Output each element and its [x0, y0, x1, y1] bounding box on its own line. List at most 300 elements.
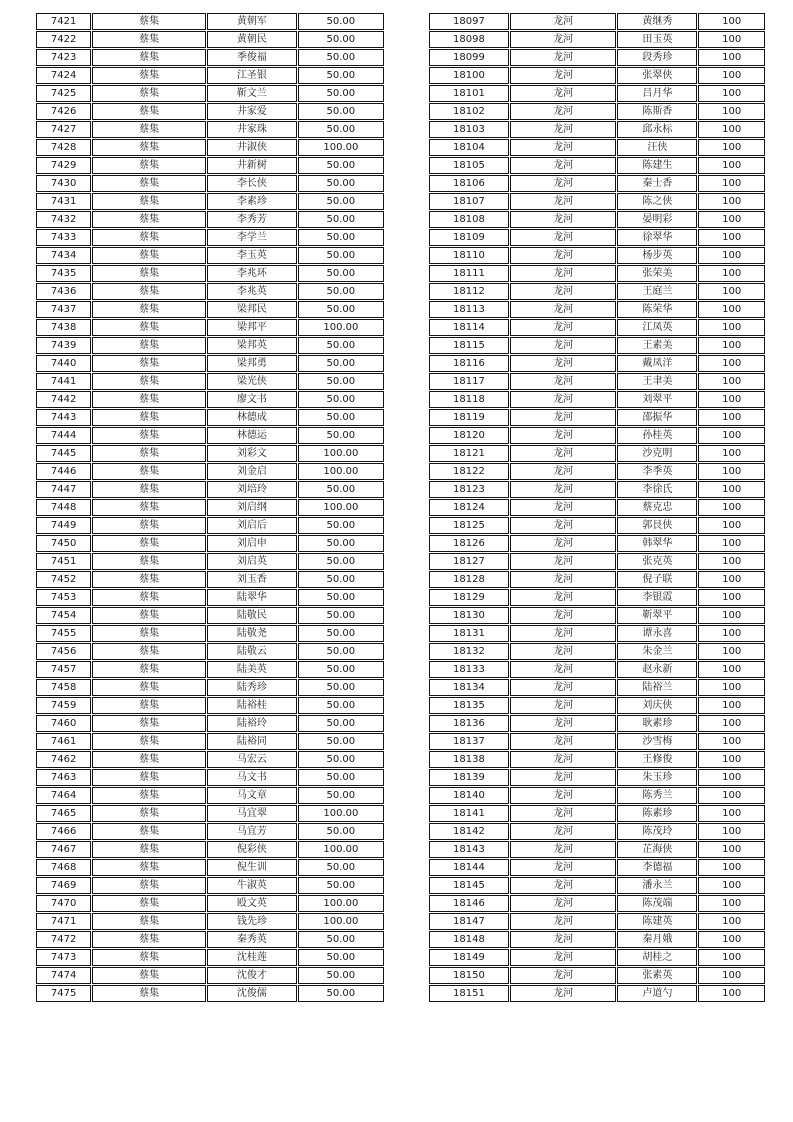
cell-region: 蔡集 — [92, 283, 206, 300]
cell-region: 龙河 — [510, 157, 617, 174]
cell-region: 龙河 — [510, 787, 617, 804]
cell-name: 杨步英 — [617, 247, 697, 264]
table-row — [429, 103, 765, 120]
cell-id: 18144 — [429, 859, 509, 876]
cell-id: 7461 — [36, 733, 91, 750]
cell-id: 18118 — [429, 391, 509, 408]
cell-amount: 100 — [698, 175, 765, 192]
cell-amount: 100 — [698, 625, 765, 642]
cell-region: 蔡集 — [92, 391, 206, 408]
roster-table-right-body — [429, 13, 765, 1002]
cell-region: 蔡集 — [92, 859, 206, 876]
cell-region: 蔡集 — [92, 13, 206, 30]
cell-id: 18109 — [429, 229, 509, 246]
cell-amount: 100.00 — [298, 805, 384, 822]
cell-amount: 100.00 — [298, 319, 384, 336]
cell-amount: 100 — [698, 913, 765, 930]
cell-name: 刘彩文 — [207, 445, 297, 462]
cell-name: 黄继秀 — [617, 13, 697, 30]
cell-id: 18127 — [429, 553, 509, 570]
cell-id: 7435 — [36, 265, 91, 282]
cell-name: 王修俊 — [617, 751, 697, 768]
table-row — [36, 319, 384, 336]
cell-id: 7453 — [36, 589, 91, 606]
cell-amount: 50.00 — [298, 121, 384, 138]
cell-name: 靳翠平 — [617, 607, 697, 624]
table-row — [36, 409, 384, 426]
cell-name: 马宏云 — [207, 751, 297, 768]
cell-region: 蔡集 — [92, 895, 206, 912]
cell-id: 18126 — [429, 535, 509, 552]
table-row — [429, 805, 765, 822]
cell-region: 蔡集 — [92, 607, 206, 624]
table-row — [36, 949, 384, 966]
cell-amount: 100 — [698, 661, 765, 678]
cell-name: 陈素珍 — [617, 805, 697, 822]
cell-region: 龙河 — [510, 31, 617, 48]
cell-region: 蔡集 — [92, 571, 206, 588]
cell-name: 陆裕玲 — [207, 715, 297, 732]
cell-region: 蔡集 — [92, 643, 206, 660]
cell-region: 蔡集 — [92, 157, 206, 174]
cell-id: 7443 — [36, 409, 91, 426]
cell-amount: 50.00 — [298, 193, 384, 210]
cell-amount: 100 — [698, 373, 765, 390]
table-row — [36, 769, 384, 786]
cell-name: 林德运 — [207, 427, 297, 444]
table-row — [36, 733, 384, 750]
cell-name: 陈之侠 — [617, 193, 697, 210]
cell-name: 李德福 — [617, 859, 697, 876]
table-row — [36, 283, 384, 300]
cell-name: 李素珍 — [207, 193, 297, 210]
cell-name: 马文书 — [207, 769, 297, 786]
cell-amount: 100 — [698, 427, 765, 444]
cell-amount: 50.00 — [298, 877, 384, 894]
cell-id: 18133 — [429, 661, 509, 678]
cell-id: 18145 — [429, 877, 509, 894]
cell-name: 潘永兰 — [617, 877, 697, 894]
cell-id: 18100 — [429, 67, 509, 84]
cell-region: 蔡集 — [92, 301, 206, 318]
cell-amount: 100 — [698, 319, 765, 336]
cell-id: 7451 — [36, 553, 91, 570]
cell-id: 18105 — [429, 157, 509, 174]
cell-amount: 50.00 — [298, 67, 384, 84]
cell-region: 蔡集 — [92, 67, 206, 84]
cell-region: 蔡集 — [92, 211, 206, 228]
table-row — [429, 391, 765, 408]
cell-amount: 100 — [698, 589, 765, 606]
cell-id: 7431 — [36, 193, 91, 210]
table-row — [429, 85, 765, 102]
cell-id: 7466 — [36, 823, 91, 840]
cell-name: 李兆英 — [207, 283, 297, 300]
cell-region: 蔡集 — [92, 85, 206, 102]
cell-region: 龙河 — [510, 571, 617, 588]
cell-region: 龙河 — [510, 949, 617, 966]
cell-amount: 100 — [698, 931, 765, 948]
cell-amount: 50.00 — [298, 283, 384, 300]
cell-id: 7440 — [36, 355, 91, 372]
table-row — [429, 607, 765, 624]
cell-name: 邵振华 — [617, 409, 697, 426]
cell-name: 倪彩侠 — [207, 841, 297, 858]
cell-amount: 50.00 — [298, 103, 384, 120]
cell-id: 7434 — [36, 247, 91, 264]
cell-name: 秦月娥 — [617, 931, 697, 948]
cell-id: 7437 — [36, 301, 91, 318]
table-row — [429, 877, 765, 894]
cell-name: 陆敬尧 — [207, 625, 297, 642]
cell-amount: 50.00 — [298, 787, 384, 804]
cell-id: 7433 — [36, 229, 91, 246]
cell-region: 龙河 — [510, 193, 617, 210]
cell-region: 龙河 — [510, 301, 617, 318]
cell-id: 7456 — [36, 643, 91, 660]
cell-amount: 100 — [698, 571, 765, 588]
cell-name: 黄朝军 — [207, 13, 297, 30]
table-row — [36, 67, 384, 84]
cell-id: 18131 — [429, 625, 509, 642]
cell-amount: 100 — [698, 895, 765, 912]
roster-table-left-body — [36, 13, 384, 1002]
cell-id: 7464 — [36, 787, 91, 804]
table-row — [36, 157, 384, 174]
table-row — [429, 265, 765, 282]
cell-name: 井新树 — [207, 157, 297, 174]
table-row — [429, 499, 765, 516]
cell-id: 18138 — [429, 751, 509, 768]
cell-name: 江圣银 — [207, 67, 297, 84]
table-row — [36, 859, 384, 876]
cell-amount: 100 — [698, 805, 765, 822]
cell-amount: 100 — [698, 355, 765, 372]
table-row — [36, 607, 384, 624]
cell-name: 沈桂莲 — [207, 949, 297, 966]
cell-name: 芷海侠 — [617, 841, 697, 858]
cell-id: 18140 — [429, 787, 509, 804]
cell-amount: 50.00 — [298, 949, 384, 966]
table-row — [429, 589, 765, 606]
table-row — [429, 823, 765, 840]
cell-amount: 50.00 — [298, 967, 384, 984]
cell-name: 李长侠 — [207, 175, 297, 192]
cell-amount: 100.00 — [298, 895, 384, 912]
cell-region: 龙河 — [510, 517, 617, 534]
cell-region: 龙河 — [510, 751, 617, 768]
cell-name: 陆敬云 — [207, 643, 297, 660]
table-row — [429, 193, 765, 210]
cell-name: 牛淑英 — [207, 877, 297, 894]
cell-region: 龙河 — [510, 229, 617, 246]
cell-name: 陆裕桂 — [207, 697, 297, 714]
table-row — [36, 121, 384, 138]
cell-name: 刘金启 — [207, 463, 297, 480]
cell-id: 18141 — [429, 805, 509, 822]
table-row — [429, 283, 765, 300]
cell-id: 7424 — [36, 67, 91, 84]
cell-name: 刘翠平 — [617, 391, 697, 408]
cell-region: 龙河 — [510, 877, 617, 894]
cell-id: 18135 — [429, 697, 509, 714]
cell-name: 段秀珍 — [617, 49, 697, 66]
cell-region: 蔡集 — [92, 787, 206, 804]
cell-amount: 50.00 — [298, 409, 384, 426]
cell-amount: 100 — [698, 283, 765, 300]
cell-name: 汪侠 — [617, 139, 697, 156]
cell-id: 18123 — [429, 481, 509, 498]
table-row — [36, 535, 384, 552]
cell-id: 18106 — [429, 175, 509, 192]
cell-region: 龙河 — [510, 823, 617, 840]
cell-id: 18120 — [429, 427, 509, 444]
cell-amount: 50.00 — [298, 427, 384, 444]
cell-id: 18113 — [429, 301, 509, 318]
table-row — [36, 913, 384, 930]
cell-region: 蔡集 — [92, 967, 206, 984]
cell-id: 7463 — [36, 769, 91, 786]
cell-id: 18122 — [429, 463, 509, 480]
table-row — [429, 769, 765, 786]
cell-name: 李学兰 — [207, 229, 297, 246]
cell-name: 陆敬民 — [207, 607, 297, 624]
cell-region: 蔡集 — [92, 373, 206, 390]
cell-amount: 50.00 — [298, 229, 384, 246]
cell-amount: 100 — [698, 31, 765, 48]
cell-id: 18151 — [429, 985, 509, 1002]
cell-amount: 100 — [698, 823, 765, 840]
cell-amount: 50.00 — [298, 697, 384, 714]
cell-name: 倪生训 — [207, 859, 297, 876]
table-row — [429, 751, 765, 768]
table-row — [429, 121, 765, 138]
cell-region: 蔡集 — [92, 535, 206, 552]
roster-table-right — [428, 12, 766, 1003]
cell-amount: 100 — [698, 121, 765, 138]
table-row — [429, 247, 765, 264]
cell-region: 蔡集 — [92, 769, 206, 786]
table-row — [429, 517, 765, 534]
cell-amount: 50.00 — [298, 517, 384, 534]
cell-region: 龙河 — [510, 679, 617, 696]
cell-id: 7472 — [36, 931, 91, 948]
cell-amount: 100 — [698, 481, 765, 498]
cell-id: 7454 — [36, 607, 91, 624]
cell-amount: 100 — [698, 859, 765, 876]
cell-id: 18119 — [429, 409, 509, 426]
cell-region: 龙河 — [510, 733, 617, 750]
table-row — [36, 625, 384, 642]
cell-region: 龙河 — [510, 769, 617, 786]
cell-region: 蔡集 — [92, 31, 206, 48]
cell-id: 7467 — [36, 841, 91, 858]
cell-amount: 100 — [698, 157, 765, 174]
cell-region: 龙河 — [510, 427, 617, 444]
cell-amount: 50.00 — [298, 247, 384, 264]
cell-amount: 100 — [698, 679, 765, 696]
cell-id: 7432 — [36, 211, 91, 228]
cell-amount: 100 — [698, 85, 765, 102]
cell-name: 倪子联 — [617, 571, 697, 588]
cell-name: 徐翠华 — [617, 229, 697, 246]
cell-amount: 50.00 — [298, 607, 384, 624]
table-row — [36, 85, 384, 102]
cell-name: 陆翠华 — [207, 589, 297, 606]
table-row — [36, 787, 384, 804]
cell-amount: 50.00 — [298, 679, 384, 696]
table-row — [429, 787, 765, 804]
table-row — [36, 355, 384, 372]
table-row — [36, 895, 384, 912]
cell-name: 吕月华 — [617, 85, 697, 102]
cell-region: 龙河 — [510, 481, 617, 498]
cell-name: 王聿美 — [617, 373, 697, 390]
cell-name: 胡桂之 — [617, 949, 697, 966]
table-row — [36, 391, 384, 408]
cell-amount: 100.00 — [298, 139, 384, 156]
table-row — [36, 481, 384, 498]
table-row — [429, 355, 765, 372]
cell-id: 18099 — [429, 49, 509, 66]
cell-region: 龙河 — [510, 715, 617, 732]
table-row — [429, 13, 765, 30]
cell-name: 季俊福 — [207, 49, 297, 66]
cell-id: 7447 — [36, 481, 91, 498]
cell-region: 蔡集 — [92, 841, 206, 858]
cell-region: 蔡集 — [92, 985, 206, 1002]
cell-amount: 50.00 — [298, 733, 384, 750]
cell-region: 龙河 — [510, 643, 617, 660]
table-row — [429, 643, 765, 660]
cell-region: 龙河 — [510, 445, 617, 462]
cell-amount: 100 — [698, 715, 765, 732]
table-row — [36, 49, 384, 66]
table-row — [429, 409, 765, 426]
table-row — [429, 337, 765, 354]
table-row — [36, 229, 384, 246]
cell-amount: 100 — [698, 103, 765, 120]
cell-region: 蔡集 — [92, 625, 206, 642]
cell-amount: 50.00 — [298, 301, 384, 318]
cell-id: 7471 — [36, 913, 91, 930]
cell-amount: 100.00 — [298, 913, 384, 930]
table-row — [36, 193, 384, 210]
table-row — [36, 679, 384, 696]
cell-amount: 100 — [698, 733, 765, 750]
cell-region: 龙河 — [510, 49, 617, 66]
cell-id: 18101 — [429, 85, 509, 102]
cell-id: 7441 — [36, 373, 91, 390]
cell-amount: 100.00 — [298, 499, 384, 516]
cell-id: 18110 — [429, 247, 509, 264]
cell-name: 梁光侠 — [207, 373, 297, 390]
cell-amount: 100 — [698, 13, 765, 30]
cell-name: 秦秀英 — [207, 931, 297, 948]
table-row — [36, 841, 384, 858]
cell-name: 朱玉珍 — [617, 769, 697, 786]
cell-name: 张克英 — [617, 553, 697, 570]
cell-region: 蔡集 — [92, 949, 206, 966]
cell-amount: 100 — [698, 877, 765, 894]
cell-region: 蔡集 — [92, 445, 206, 462]
cell-id: 18136 — [429, 715, 509, 732]
cell-region: 龙河 — [510, 175, 617, 192]
cell-name: 李徐氏 — [617, 481, 697, 498]
cell-amount: 100 — [698, 697, 765, 714]
cell-id: 18146 — [429, 895, 509, 912]
table-row — [429, 661, 765, 678]
cell-region: 蔡集 — [92, 175, 206, 192]
cell-region: 蔡集 — [92, 877, 206, 894]
table-row — [36, 715, 384, 732]
cell-amount: 50.00 — [298, 751, 384, 768]
cell-amount: 50.00 — [298, 571, 384, 588]
cell-region: 蔡集 — [92, 589, 206, 606]
cell-name: 刘启纲 — [207, 499, 297, 516]
cell-id: 18142 — [429, 823, 509, 840]
cell-amount: 100 — [698, 265, 765, 282]
table-row — [429, 445, 765, 462]
cell-region: 龙河 — [510, 805, 617, 822]
cell-region: 蔡集 — [92, 463, 206, 480]
cell-name: 陆裕兰 — [617, 679, 697, 696]
table-row — [429, 301, 765, 318]
cell-region: 蔡集 — [92, 733, 206, 750]
cell-id: 7446 — [36, 463, 91, 480]
cell-id: 18111 — [429, 265, 509, 282]
cell-id: 7426 — [36, 103, 91, 120]
cell-region: 龙河 — [510, 607, 617, 624]
cell-region: 龙河 — [510, 355, 617, 372]
table-row — [36, 985, 384, 1002]
cell-region: 龙河 — [510, 589, 617, 606]
table-row — [36, 139, 384, 156]
cell-name: 陆裕同 — [207, 733, 297, 750]
cell-amount: 50.00 — [298, 373, 384, 390]
cell-region: 蔡集 — [92, 229, 206, 246]
cell-region: 龙河 — [510, 373, 617, 390]
cell-id: 7425 — [36, 85, 91, 102]
cell-id: 7474 — [36, 967, 91, 984]
cell-region: 龙河 — [510, 661, 617, 678]
table-row — [429, 715, 765, 732]
cell-region: 龙河 — [510, 463, 617, 480]
cell-name: 李玉英 — [207, 247, 297, 264]
cell-name: 张素英 — [617, 967, 697, 984]
cell-id: 7459 — [36, 697, 91, 714]
cell-region: 龙河 — [510, 625, 617, 642]
table-row — [36, 697, 384, 714]
cell-id: 18097 — [429, 13, 509, 30]
cell-id: 18137 — [429, 733, 509, 750]
cell-id: 18112 — [429, 283, 509, 300]
cell-amount: 100 — [698, 211, 765, 228]
cell-id: 18116 — [429, 355, 509, 372]
cell-region: 蔡集 — [92, 805, 206, 822]
cell-region: 龙河 — [510, 985, 617, 1002]
cell-region: 龙河 — [510, 499, 617, 516]
table-row — [429, 49, 765, 66]
table-row — [36, 301, 384, 318]
table-row — [36, 499, 384, 516]
cell-id: 7436 — [36, 283, 91, 300]
cell-name: 刘培玲 — [207, 481, 297, 498]
cell-name: 张翠侠 — [617, 67, 697, 84]
cell-region: 蔡集 — [92, 931, 206, 948]
cell-region: 龙河 — [510, 895, 617, 912]
table-row — [36, 427, 384, 444]
